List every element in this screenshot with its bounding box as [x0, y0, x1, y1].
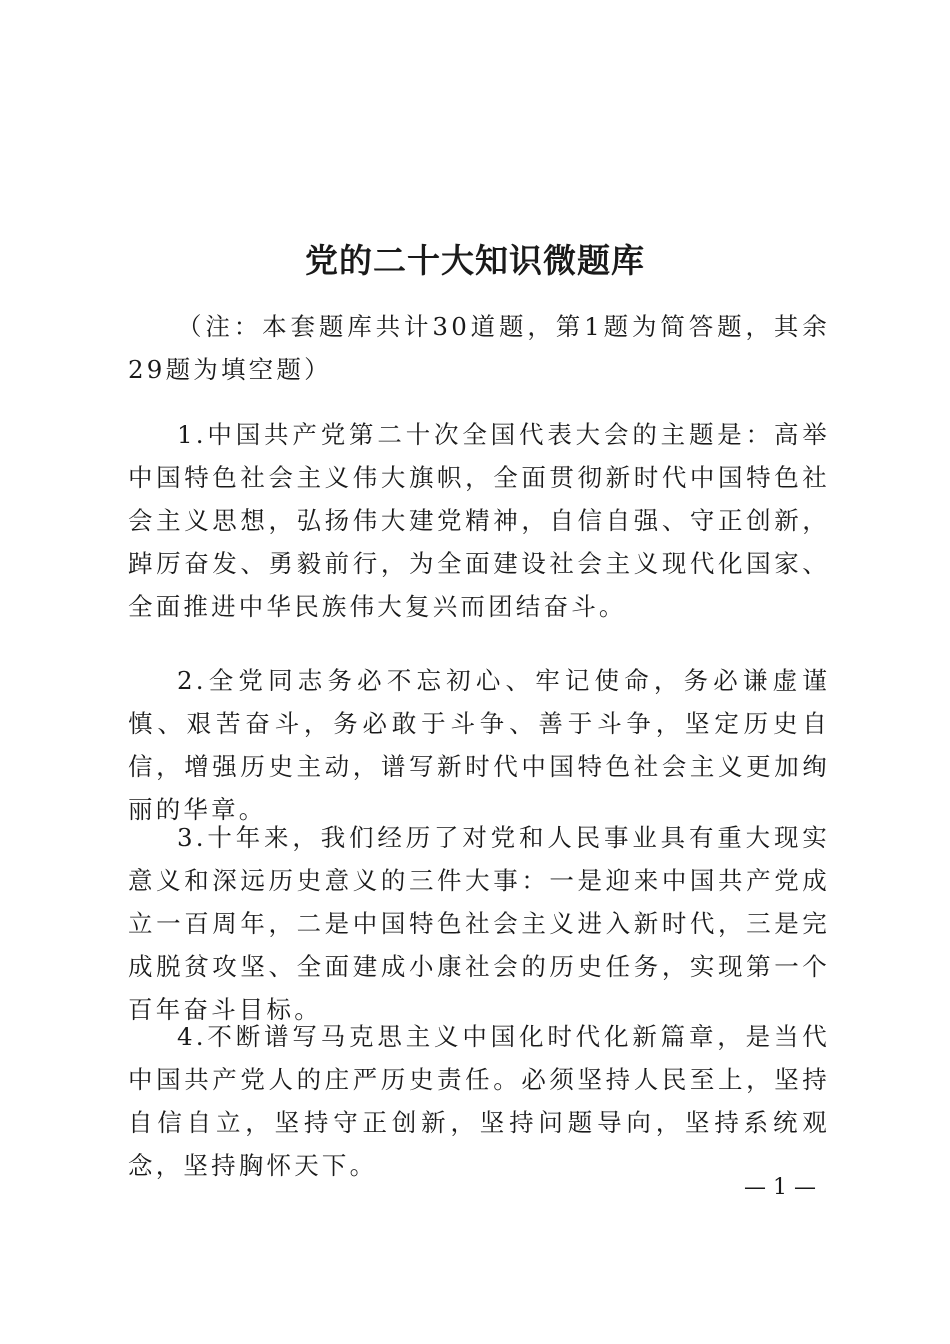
- question-4: 4.不断谱写马克思主义中国化时代化新篇章，是当代中国共产党人的庄严历史责任。必须坚持人民至上，坚持自信自立，坚持守正创新，坚持问题导向，坚持系统观念，坚持胸怀天下。: [128, 1022, 830, 1180]
- question-3: 3.十年来，我们经历了对党和人民事业具有重大现实意义和深远历史意义的三件大事：一是迎来中国共产党成立一百周年，二是中国特色社会主义进入新时代，三是完成脱贫攻坚、全面建成小康社会的历史任务，实现第一个百年奋斗目标。: [128, 823, 830, 1024]
- document-title: 党的二十大知识微题库: [305, 241, 645, 280]
- question-1: 1.中国共产党第二十次全国代表大会的主题是：高举中国特色社会主义伟大旗帜，全面贯彻新时代中国特色社会主义思想，弘扬伟大建党精神，自信自强、守正创新，踔厉奋发、勇毅前行，为全面建设社会主义现代化国家、全面推进中华民族伟大复兴而团结奋斗。: [128, 420, 830, 621]
- document-note: （注：本套题库共计30道题，第1题为简答题，其余29题为填空题）: [128, 312, 830, 384]
- page-number: — 1 —: [744, 1175, 816, 1200]
- question-2: 2.全党同志务必不忘初心、牢记使命，务必谦虚谨慎、艰苦奋斗，务必敢于斗争、善于斗争，坚定历史自信，增强历史主动，谱写新时代中国特色社会主义更加绚丽的华章。: [128, 666, 830, 824]
